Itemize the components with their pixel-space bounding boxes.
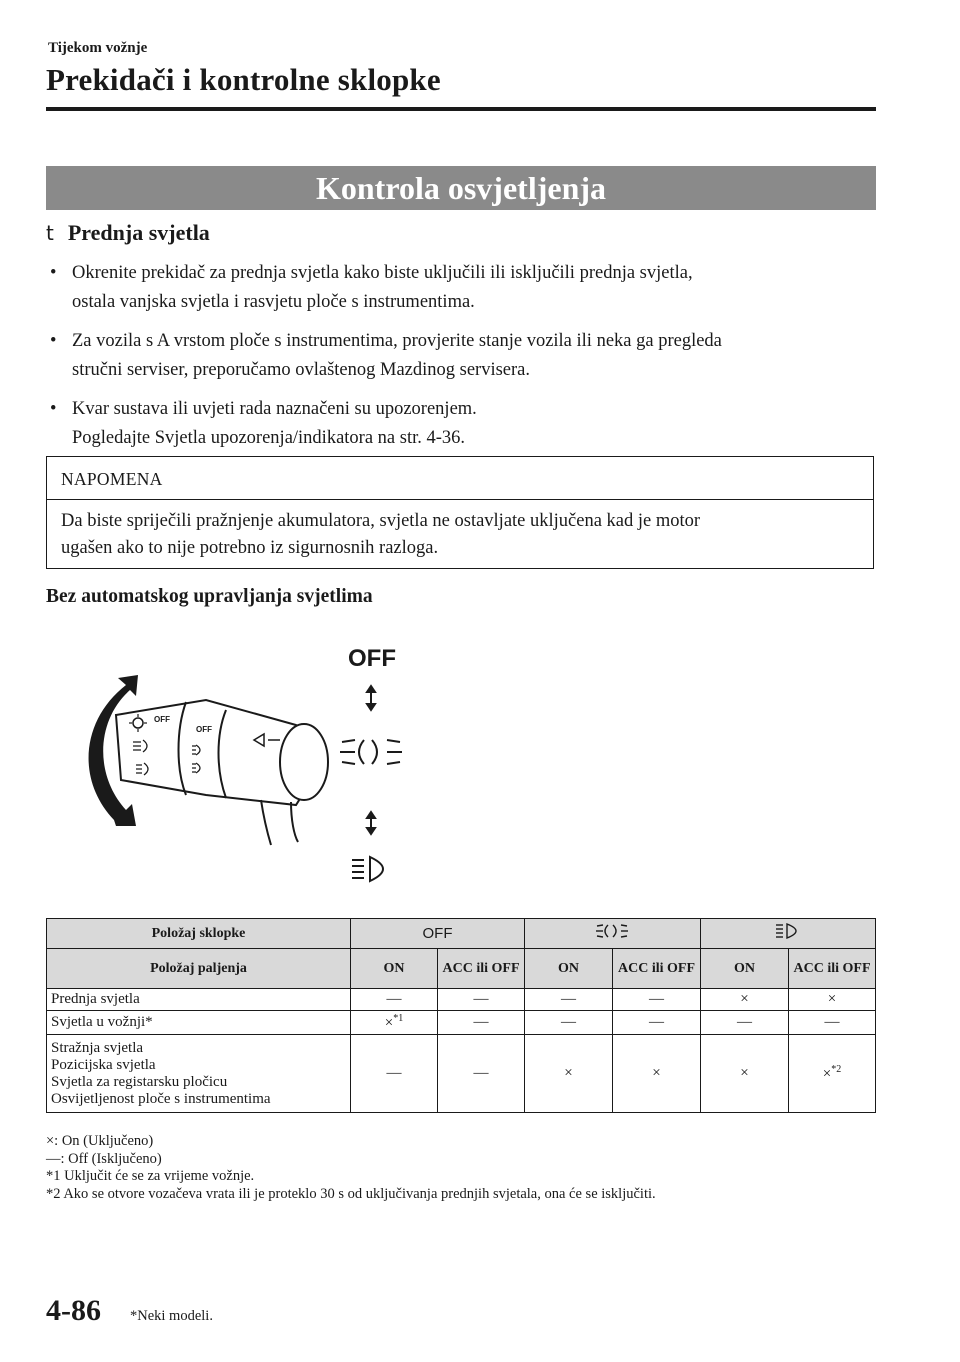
double-arrow-icon — [367, 686, 375, 710]
headlight-icon — [773, 922, 803, 940]
row-label-line: Svjetla za registarsku pločicu — [51, 1073, 228, 1090]
table-cell: × — [701, 1035, 789, 1113]
bullet-icon: • — [50, 331, 57, 351]
table-header-off: OFF — [351, 919, 525, 949]
row-label: Svjetla u vožnji* — [47, 1011, 351, 1035]
table-row — [47, 989, 876, 1011]
table-cell: — — [789, 1011, 876, 1035]
parking-lights-icon — [340, 740, 402, 764]
section-marker-icon: t — [46, 221, 54, 245]
headlight-switch-illustration — [46, 630, 466, 900]
table-cell: — — [525, 989, 613, 1011]
subsection-title: Prednja svjetla — [67, 220, 210, 245]
table-cell — [351, 1011, 438, 1035]
cell-value: × — [822, 1066, 832, 1082]
section-banner: Kontrola osvjetljenja — [46, 166, 876, 210]
footer-note: *Neki modeli. — [130, 1308, 213, 1324]
table-row — [47, 1011, 876, 1035]
table-cell — [789, 1035, 876, 1113]
double-arrow-icon — [367, 812, 375, 834]
bullet-line: Kvar sustava ili uvjeti rada naznačeni su upozorenjem. — [72, 399, 477, 419]
row-label-line: Pozicijska svjetla — [51, 1056, 156, 1073]
table-header-cell: Položaj paljenja — [47, 949, 351, 989]
headlight-icon — [352, 857, 383, 881]
table-row — [47, 1035, 876, 1113]
table-cell: — — [438, 989, 525, 1011]
table-cell: — — [701, 1011, 789, 1035]
bullet-line: stručni serviser, preporučamo ovlaštenog Mazdinog servisera. — [72, 360, 531, 380]
note-line: Da biste spriječili pražnjenje akumulatora, svjetla ne ostavljate uključena kad je motor — [61, 511, 701, 531]
cell-value: × — [384, 1015, 394, 1031]
row-label-line: Stražnja svjetla — [51, 1039, 144, 1056]
figure-heading: Bez automatskog upravljanja svjetlima — [46, 586, 373, 607]
footnotes — [46, 1133, 656, 1203]
note-line: ugašen ako to nije potrebno iz sigurnosnih razloga. — [61, 538, 439, 558]
table-cell: — — [438, 1035, 525, 1113]
switch-position-table — [46, 918, 875, 1113]
table-cell: — — [351, 1035, 438, 1113]
bullet-line: Okrenite prekidač za prednja svjetla kako biste uključili ili isključili prednja svjetla, — [72, 263, 693, 283]
footnote-line: ×: On (Uključeno) — [46, 1133, 154, 1149]
table-row — [47, 949, 876, 989]
bullet-item — [50, 395, 880, 453]
table-cell: × — [789, 989, 876, 1011]
bullet-icon: • — [50, 263, 57, 283]
chapter-label: Tijekom vožnje — [48, 40, 148, 56]
table-row — [47, 919, 876, 949]
footnote-ref: *2 — [831, 1064, 842, 1075]
parking-lights-icon — [595, 922, 631, 940]
table-header-parking-icon — [525, 919, 701, 949]
bullet-line: Pogledajte Svjetla upozorenja/indikatora na str. 4-36. — [72, 428, 466, 448]
bullet-item — [50, 327, 880, 385]
row-label: Prednja svjetla — [47, 989, 351, 1011]
ignition-cell: ACC ili OFF — [789, 949, 876, 989]
ignition-cell: ACC ili OFF — [613, 949, 701, 989]
table-cell: — — [525, 1011, 613, 1035]
footnote-line: *2 Ako se otvore vozačeva vrata ili je proteklo 30 s od uključivanja prednjih svjetala, ona će se isključiti. — [46, 1185, 656, 1202]
ignition-cell: ON — [701, 949, 789, 989]
bullet-item — [50, 259, 880, 317]
bullet-list — [50, 259, 880, 463]
page-number: 4-86 — [46, 1294, 101, 1327]
row-label-line: Osvijetljenost ploče s instrumentima — [51, 1090, 271, 1107]
page-title: Prekidači i kontrolne sklopke — [46, 62, 441, 97]
subsection-heading — [46, 220, 210, 246]
table-cell: × — [613, 1035, 701, 1113]
footnote-ref: *1 — [393, 1013, 404, 1024]
table-cell: × — [525, 1035, 613, 1113]
table-cell: × — [701, 989, 789, 1011]
row-label — [47, 1035, 351, 1113]
note-body — [47, 500, 873, 570]
table-cell: — — [613, 1011, 701, 1035]
footnote-line: —: Off (Isključeno) — [46, 1150, 162, 1167]
headlight-switch-figure — [46, 630, 466, 900]
bullet-line: Za vozila s A vrstom ploče s instrumentima, provjerite stanje vozila ili neka ga pregleda — [72, 331, 722, 351]
table-header-cell: Položaj sklopke — [47, 919, 351, 949]
bullet-icon: • — [50, 399, 57, 419]
stalk-off-label: OFF — [154, 715, 170, 724]
table-header-headlight-icon — [701, 919, 876, 949]
table-cell: — — [351, 989, 438, 1011]
ignition-cell: ON — [525, 949, 613, 989]
off-position-label: OFF — [348, 645, 396, 672]
ignition-cell: ON — [351, 949, 438, 989]
note-heading: NAPOMENA — [47, 457, 873, 500]
table-cell: — — [438, 1011, 525, 1035]
bullet-line: ostala vanjska svjetla i rasvjetu ploče s instrumentima. — [72, 292, 475, 312]
stalk-fog-off-label: OFF — [196, 725, 212, 734]
note-box — [46, 456, 874, 569]
footnote-line: *1 Uključit će se za vrijeme vožnje. — [46, 1168, 255, 1184]
ignition-cell: ACC ili OFF — [438, 949, 525, 989]
header-divider — [46, 107, 876, 111]
table-cell: — — [613, 989, 701, 1011]
